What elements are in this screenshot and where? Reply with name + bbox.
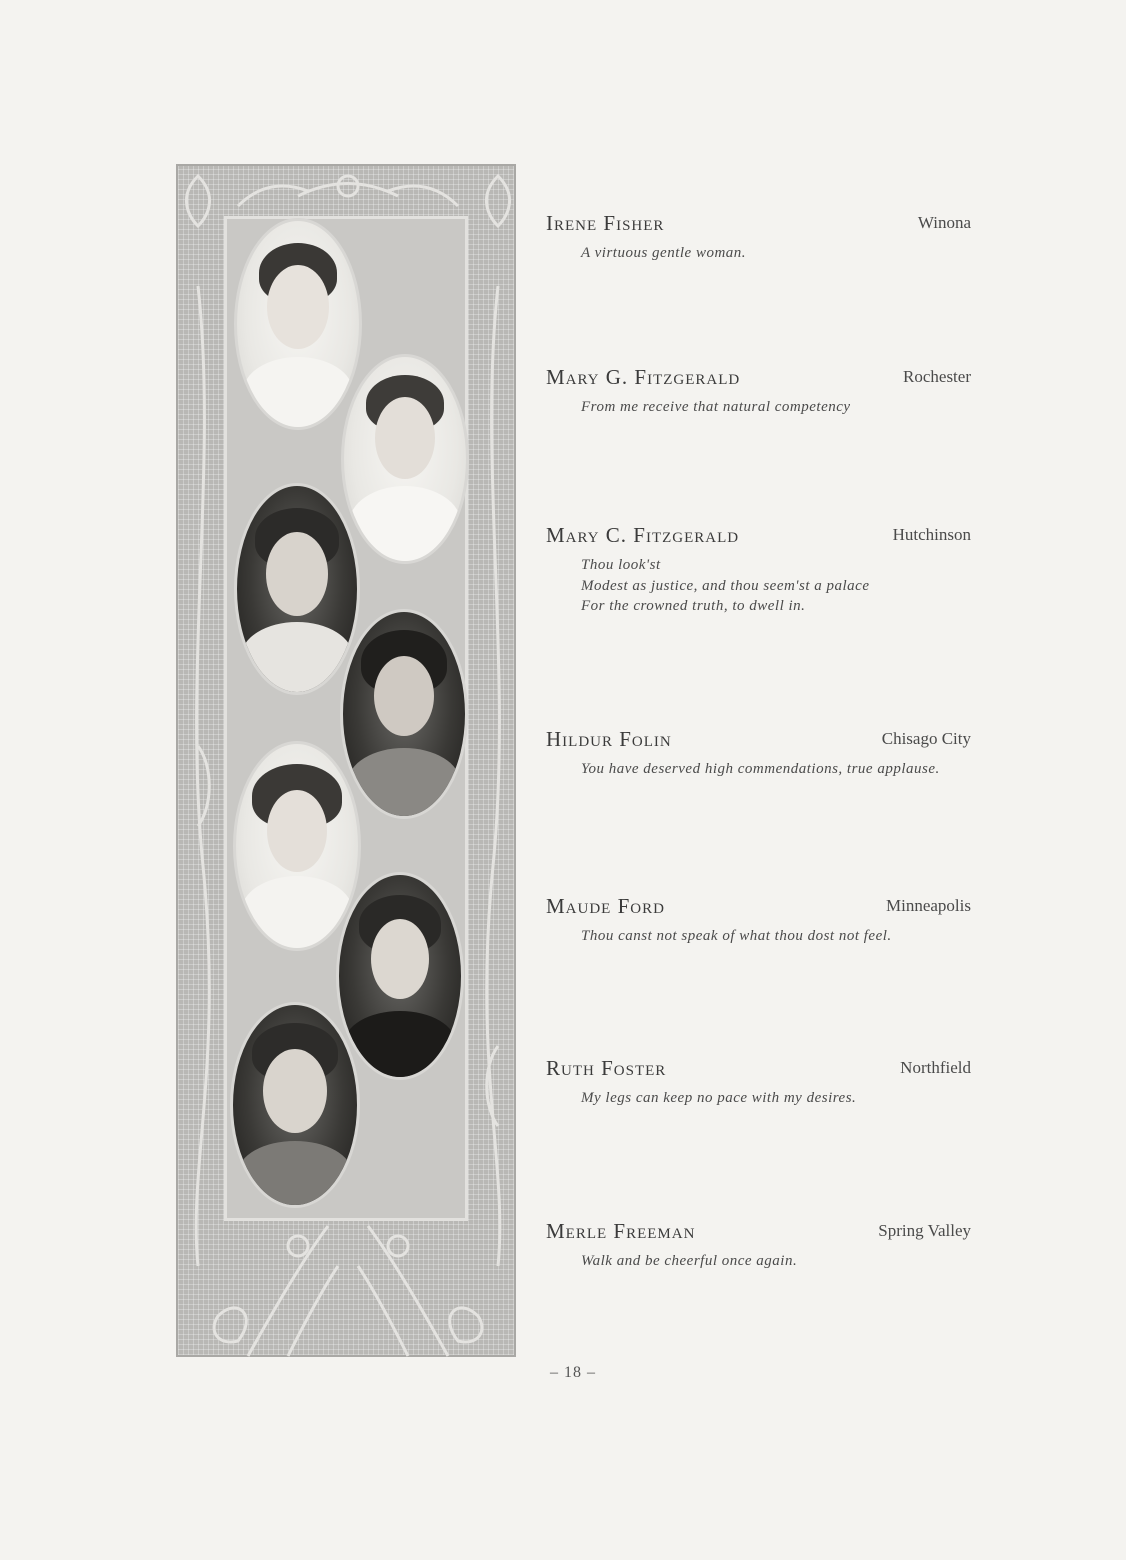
quote-line: From me receive that natural competency — [581, 399, 851, 415]
student-entry — [546, 211, 971, 264]
student-entry — [546, 365, 971, 418]
portrait-photo — [230, 1002, 360, 1208]
student-entry — [546, 894, 971, 947]
student-name: Ruth Foster — [546, 1056, 667, 1080]
student-name: Irene Fisher — [546, 211, 665, 235]
quote-line: For the crowned truth, to dwell in. — [581, 598, 806, 614]
portrait-photo — [234, 218, 362, 430]
quote-line: A virtuous gentle woman. — [581, 245, 747, 261]
student-quote — [581, 759, 971, 780]
quote-line: You have deserved high commendations, true applause. — [581, 761, 940, 777]
student-hometown: Winona — [917, 213, 971, 232]
page-number: – 18 – — [550, 1364, 596, 1381]
student-name: Mary G. Fitzgerald — [546, 365, 741, 389]
student-entry — [546, 523, 971, 617]
portrait-photo — [234, 483, 360, 695]
student-hometown: Rochester — [903, 367, 971, 386]
student-hometown: Northfield — [900, 1058, 971, 1077]
student-quote — [581, 1251, 971, 1272]
portrait-photo — [336, 872, 464, 1080]
student-name: Hildur Folin — [546, 727, 672, 751]
portrait-photo — [233, 741, 361, 951]
student-quote — [581, 397, 971, 418]
portrait-panel — [176, 164, 516, 1357]
student-hometown: Spring Valley — [878, 1221, 971, 1240]
student-quote — [581, 926, 971, 947]
student-entry — [546, 1056, 971, 1109]
quote-line: My legs can keep no pace with my desires. — [581, 1090, 857, 1106]
portrait-photo — [340, 609, 468, 819]
student-hometown: Chisago City — [881, 729, 971, 748]
student-quote — [581, 243, 971, 264]
quote-line: Walk and be cheerful once again. — [581, 1253, 798, 1269]
student-name: Mary C. Fitzgerald — [546, 523, 740, 547]
student-entry — [546, 727, 971, 780]
portrait-photo — [341, 354, 469, 564]
student-name: Maude Ford — [546, 894, 665, 918]
student-name: Merle Freeman — [546, 1219, 696, 1243]
student-quote — [581, 555, 971, 617]
student-hometown: Hutchinson — [892, 525, 971, 544]
student-entry — [546, 1219, 971, 1272]
quote-line: Modest as justice, and thou seem'st a palace — [581, 577, 870, 594]
student-quote — [581, 1088, 971, 1109]
quote-line: Thou look'st — [581, 557, 661, 573]
quote-line: Thou canst not speak of what thou dost not feel. — [581, 928, 892, 944]
student-hometown: Minneapolis — [886, 896, 971, 915]
